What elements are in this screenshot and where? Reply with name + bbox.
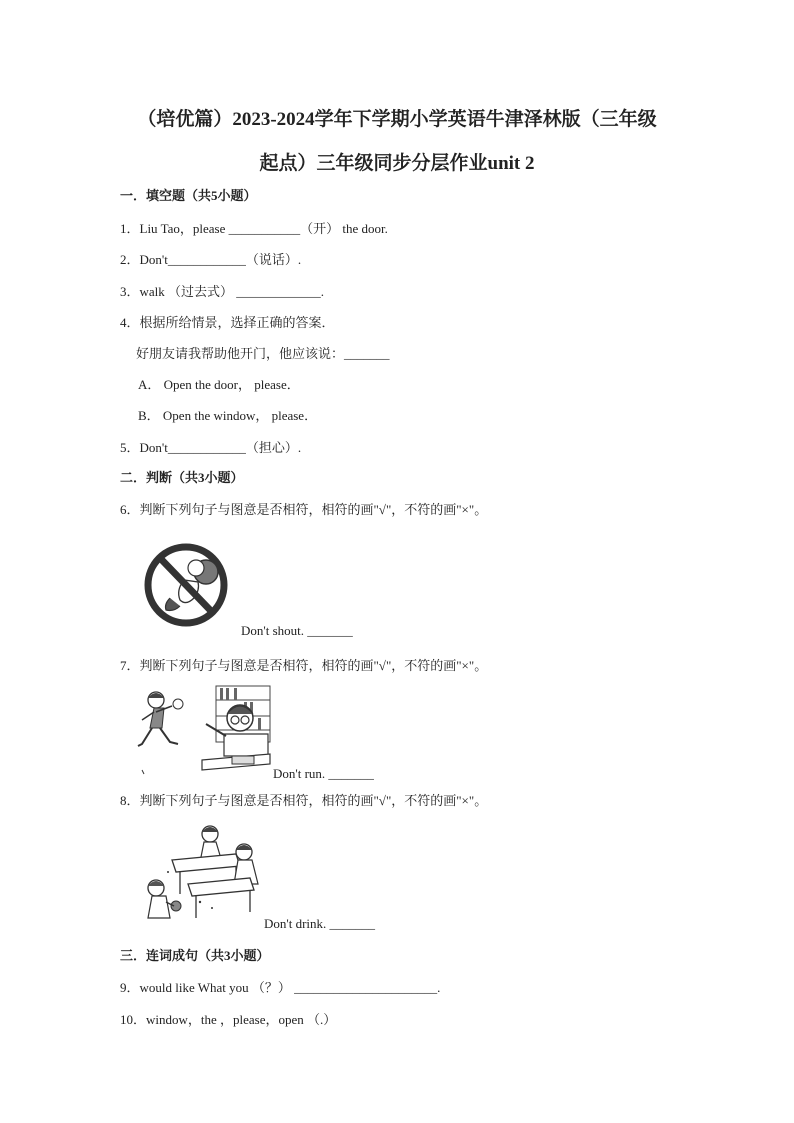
question-10: 10．window，the ，please，open （.）: [120, 1012, 337, 1027]
no-shouting-sign-image: [140, 540, 232, 630]
question-3: 3．walk （过去式） _____________.: [120, 284, 325, 299]
question-6-caption: Don't shout. _______: [241, 623, 353, 638]
page-title-line-1: （培优篇）2023-2024学年下学期小学英语牛津泽林版（三年级: [137, 109, 657, 130]
section-heading-judge: 二．判断（共3小题）: [120, 470, 244, 485]
question-4-prompt: 好朋友请我帮助他开门，他应该说：_______: [136, 346, 390, 361]
question-4: 4．根据所给情景，选择正确的答案．: [120, 315, 335, 330]
classroom-drinking-image: [140, 822, 266, 928]
section-heading-fill-in: 一．填空题（共5小题）: [120, 188, 257, 203]
page-title-line-2: 起点）三年级同步分层作业unit 2: [259, 153, 535, 174]
question-4-option-a: A． Open the door， please．: [138, 377, 300, 392]
question-7-caption: Don't run. _______: [273, 766, 374, 781]
question-6: 6．判断下列句子与图意是否相符，相符的画"√"，不符的画"×"。: [120, 502, 488, 517]
question-4-option-b: B． Open the window， please．: [138, 408, 318, 423]
section-heading-word-order: 三．连词成句（共3小题）: [120, 948, 270, 963]
question-2: 2．Don't____________（说话）.: [120, 252, 302, 267]
question-8-caption: Don't drink. _______: [264, 916, 376, 931]
question-9: 9．would like What you （？） ______________________.: [120, 980, 441, 995]
question-5: 5．Don't____________（担心）.: [120, 440, 302, 455]
question-8: 8．判断下列句子与图意是否相符，相符的画"√"，不符的画"×"。: [120, 793, 488, 808]
running-boy-image: [136, 684, 272, 776]
question-7: 7．判断下列句子与图意是否相符，相符的画"√"，不符的画"×"。: [120, 658, 488, 673]
question-1: 1．Liu Tao，please ___________（开） the door.: [120, 221, 388, 236]
